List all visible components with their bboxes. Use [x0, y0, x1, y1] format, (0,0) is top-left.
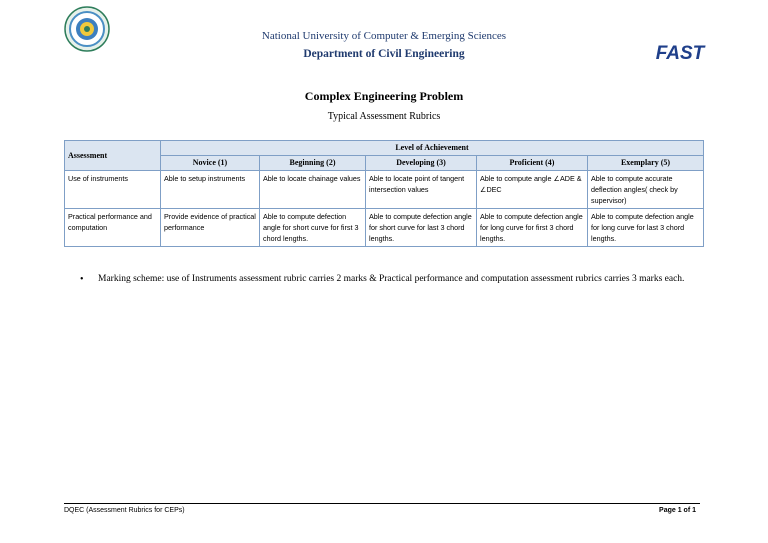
table-cell: Able to compute defection angle for long curve for first 3 chord lengths.: [477, 209, 588, 247]
assessment-header: Assessment: [65, 141, 161, 171]
rubric-table: [64, 140, 704, 247]
footer-document-id: DQEC (Assessment Rubrics for CEPs): [64, 507, 185, 514]
level-developing: Developing (3): [366, 156, 477, 171]
bullet-icon: •: [80, 274, 84, 285]
table-cell: Able to compute accurate deflection angles( check by supervisor): [588, 171, 704, 209]
table-cell: Able to compute defection angle for short curve for last 3 chord lengths.: [366, 209, 477, 247]
fast-logo-text: FAST: [655, 43, 705, 64]
document-title: Complex Engineering Problem: [304, 89, 464, 103]
department-name: Department of Civil Engineering: [303, 48, 465, 60]
table-cell: Able to compute angle ∠ADE & ∠DEC: [477, 171, 588, 209]
row-assessment: Use of instruments: [65, 171, 161, 209]
table-cell: Able to locate point of tangent intersection values: [366, 171, 477, 209]
table-header-row: [65, 141, 704, 156]
footer-divider: [64, 503, 700, 504]
table-cell: Able to locate chainage values: [260, 171, 366, 209]
level-beginning: Beginning (2): [260, 156, 366, 171]
table-cell: Able to compute defection angle for short curve for first 3 chord lengths.: [260, 209, 366, 247]
table-row: [65, 171, 704, 209]
level-header: Level of Achievement: [161, 141, 704, 156]
level-novice: Novice (1): [161, 156, 260, 171]
marking-scheme-note: [80, 270, 700, 289]
document-subtitle: Typical Assessment Rubrics: [327, 111, 441, 122]
marking-scheme-text: Marking scheme: use of Instruments assessment rubric carries 2 marks & Practical performance and computation assessment rubrics carries 3 marks each.: [98, 274, 685, 284]
university-seal-icon: [64, 6, 110, 52]
level-exemplary: Exemplary (5): [588, 156, 704, 171]
table-row: [65, 209, 704, 247]
level-proficient: Proficient (4): [477, 156, 588, 171]
university-name: National University of Computer & Emerging Sciences: [261, 30, 507, 42]
row-assessment: Practical performance and computation: [65, 209, 161, 247]
table-cell: Provide evidence of practical performance: [161, 209, 260, 247]
table-cell: Able to setup instruments: [161, 171, 260, 209]
footer-page-number: Page 1 of 1: [659, 507, 696, 514]
table-cell: Able to compute defection angle for long curve for last 3 chord lengths.: [588, 209, 704, 247]
fast-logo: [655, 41, 705, 64]
level-columns-row: [65, 156, 704, 171]
